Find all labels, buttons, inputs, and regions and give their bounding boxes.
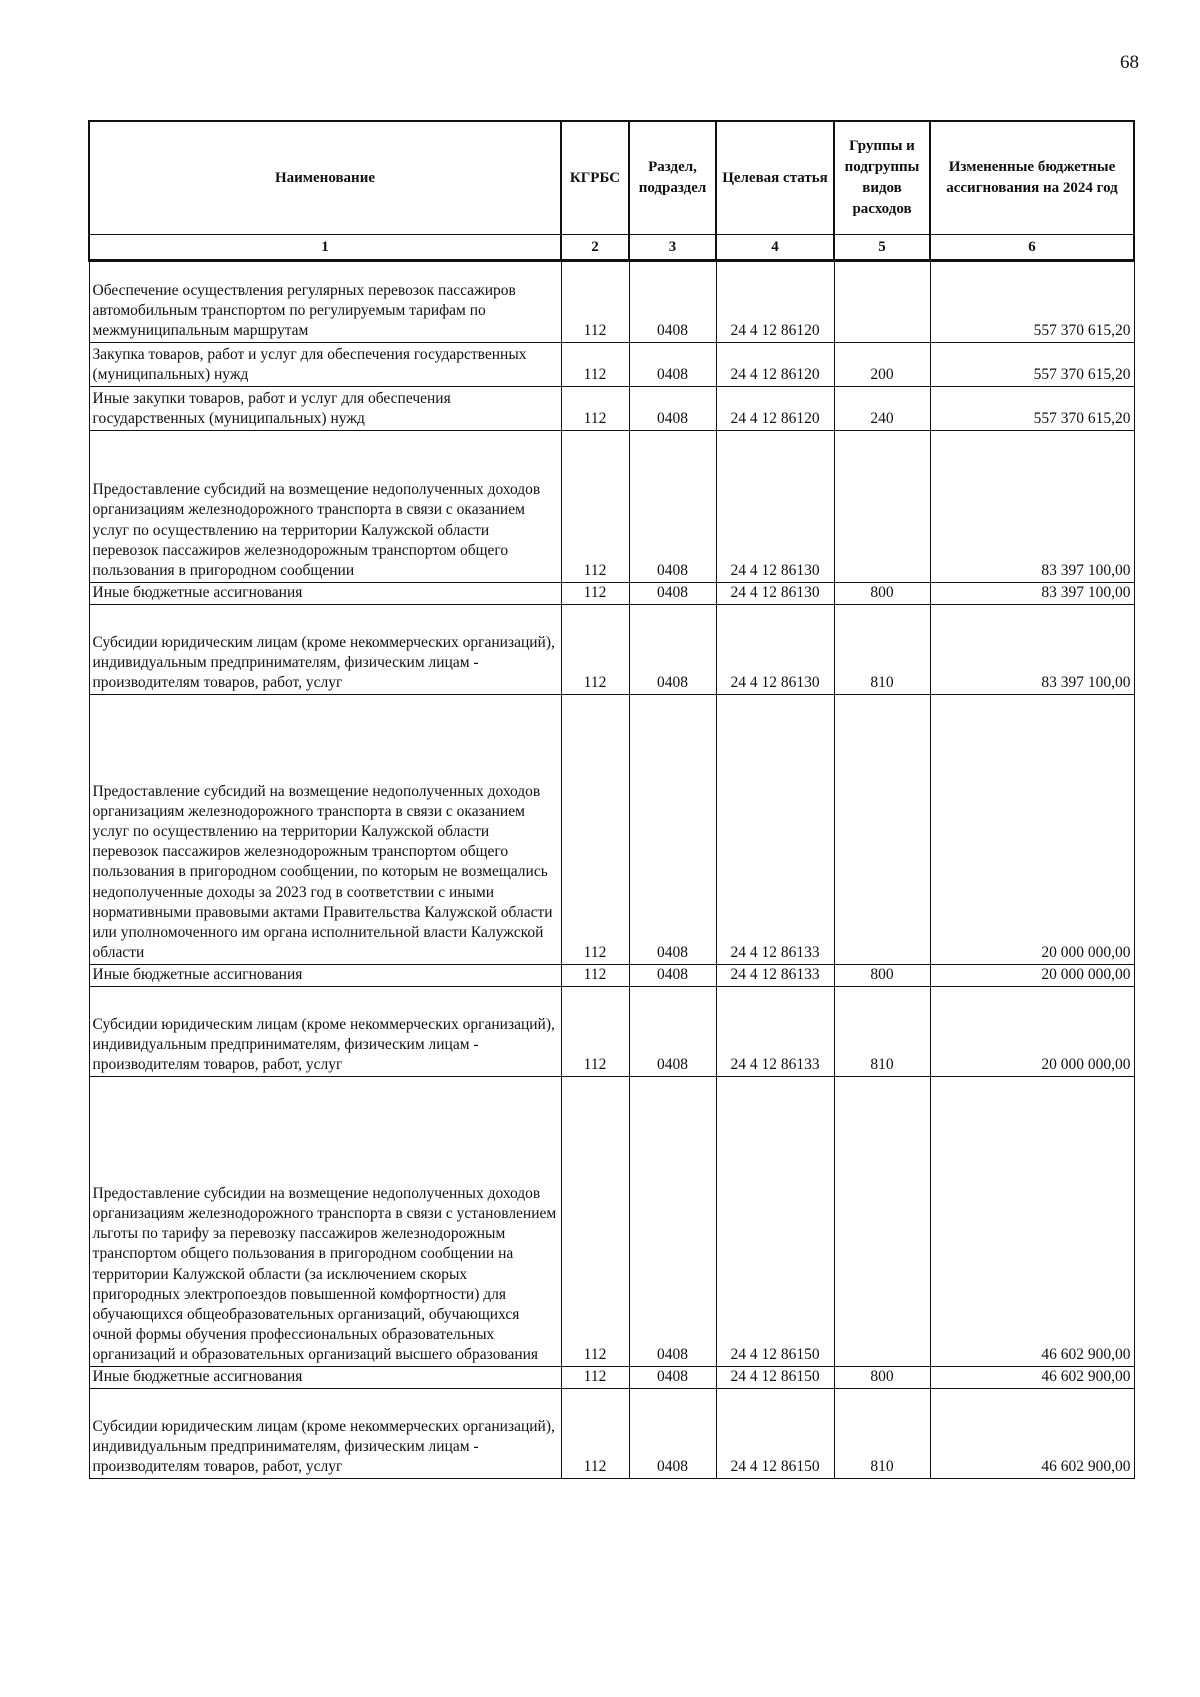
header-razdel: Раздел, подраздел — [629, 121, 716, 235]
table-row — [89, 431, 1134, 583]
cell-vid: 200 — [834, 343, 930, 387]
cell-razdel: 0408 — [629, 387, 716, 431]
cell-sum: 557 370 615,20 — [930, 387, 1134, 431]
cell-celevaya: 24 4 12 86150 — [716, 1367, 834, 1389]
cell-kgrbs: 112 — [561, 695, 629, 965]
header-kgrbs: КГРБС — [561, 121, 629, 235]
table-row — [89, 583, 1134, 605]
cell-kgrbs: 112 — [561, 965, 629, 987]
cell-razdel: 0408 — [629, 695, 716, 965]
cell-celevaya: 24 4 12 86130 — [716, 583, 834, 605]
cell-sum: 557 370 615,20 — [930, 261, 1134, 343]
cell-name: Субсидии юридическим лицам (кроме некоммерческих организаций), индивидуальным предпринимателям, физическим лицам - производителям товаров, работ, услуг — [89, 605, 561, 695]
table-row — [89, 695, 1134, 965]
table-row — [89, 261, 1134, 343]
cell-razdel: 0408 — [629, 1077, 716, 1367]
cell-sum: 46 602 900,00 — [930, 1389, 1134, 1479]
cell-kgrbs: 112 — [561, 387, 629, 431]
cell-vid: 800 — [834, 1367, 930, 1389]
cell-kgrbs: 112 — [561, 1367, 629, 1389]
cell-name: Иные бюджетные ассигнования — [89, 1367, 561, 1389]
cell-name: Обеспечение осуществления регулярных перевозок пассажиров автомобильным транспортом по регулируемым тарифам по межмуниципальным маршрутам — [89, 261, 561, 343]
cell-vid — [834, 431, 930, 583]
cell-kgrbs: 112 — [561, 261, 629, 343]
cell-name: Субсидии юридическим лицам (кроме некоммерческих организаций), индивидуальным предпринимателям, физическим лицам - производителям товаров, работ, услуг — [89, 1389, 561, 1479]
cell-sum: 46 602 900,00 — [930, 1077, 1134, 1367]
cell-vid: 800 — [834, 965, 930, 987]
cell-sum: 83 397 100,00 — [930, 583, 1134, 605]
page-number: 68 — [1120, 52, 1139, 73]
budget-table — [88, 120, 1135, 1479]
cell-kgrbs: 112 — [561, 1077, 629, 1367]
cell-vid: 800 — [834, 583, 930, 605]
table-row — [89, 343, 1134, 387]
cell-sum: 83 397 100,00 — [930, 431, 1134, 583]
cell-celevaya: 24 4 12 86133 — [716, 987, 834, 1077]
cell-name: Закупка товаров, работ и услуг для обеспечения государственных (муниципальных) нужд — [89, 343, 561, 387]
cell-sum: 46 602 900,00 — [930, 1367, 1134, 1389]
table-row — [89, 987, 1134, 1077]
cell-name: Иные бюджетные ассигнования — [89, 965, 561, 987]
cell-kgrbs: 112 — [561, 605, 629, 695]
table-row — [89, 1389, 1134, 1479]
cell-sum: 83 397 100,00 — [930, 605, 1134, 695]
cell-razdel: 0408 — [629, 987, 716, 1077]
cell-celevaya: 24 4 12 86120 — [716, 343, 834, 387]
cell-razdel: 0408 — [629, 605, 716, 695]
cell-celevaya: 24 4 12 86120 — [716, 387, 834, 431]
cell-celevaya: 24 4 12 86133 — [716, 695, 834, 965]
cell-vid: 240 — [834, 387, 930, 431]
cell-name: Предоставление субсидии на возмещение недополученных доходов организациям железнодорожного транспорта в связи с установлением льготы по тарифу за перевозку пассажиров железнодорожным транспортом общего пользования в пригородном сообщении на территории Калужской области (за исключением скорых пригородных электропоездов повышенной комфортности) для обучающихся общеобразовательных организаций, обучающихся очной формы обучения профессиональных образовательных организаций и образовательных организаций высшего образования — [89, 1077, 561, 1367]
cell-name: Иные закупки товаров, работ и услуг для обеспечения государственных (муниципальных) нужд — [89, 387, 561, 431]
cell-kgrbs: 112 — [561, 1389, 629, 1479]
table-row — [89, 605, 1134, 695]
table-row — [89, 1367, 1134, 1389]
cell-vid: 810 — [834, 605, 930, 695]
cell-kgrbs: 112 — [561, 987, 629, 1077]
cell-razdel: 0408 — [629, 965, 716, 987]
header-sum: Измененные бюджетные ассигнования на 2024 год — [930, 121, 1134, 235]
cell-sum: 20 000 000,00 — [930, 695, 1134, 965]
header-vid: Группы и подгруппы видов расходов — [834, 121, 930, 235]
header-name: Наименование — [89, 121, 561, 235]
cell-name: Иные бюджетные ассигнования — [89, 583, 561, 605]
cell-vid: 810 — [834, 987, 930, 1077]
table-row — [89, 965, 1134, 987]
cell-kgrbs: 112 — [561, 583, 629, 605]
cell-vid — [834, 695, 930, 965]
column-number: 3 — [629, 235, 716, 261]
cell-razdel: 0408 — [629, 261, 716, 343]
table-row — [89, 1077, 1134, 1367]
cell-name: Предоставление субсидий на возмещение недополученных доходов организациям железнодорожного транспорта в связи с оказанием услуг по осуществлению на территории Калужской области перевозок пассажиров железнодорожным транспортом общего пользования в пригородном сообщении, по которым не возмещались недополученные доходы за 2023 год в соответствии с иными нормативными правовыми актами Правительства Калужской области или уполномоченного им органа исполнительной власти Калужской области — [89, 695, 561, 965]
table-body — [89, 261, 1134, 1479]
column-number: 1 — [89, 235, 561, 261]
cell-name: Предоставление субсидий на возмещение недополученных доходов организациям железнодорожного транспорта в связи с оказанием услуг по осуществлению на территории Калужской области перевозок пассажиров железнодорожным транспортом общего пользования в пригородном сообщении — [89, 431, 561, 583]
cell-vid: 810 — [834, 1389, 930, 1479]
cell-razdel: 0408 — [629, 583, 716, 605]
column-number: 2 — [561, 235, 629, 261]
column-number: 6 — [930, 235, 1134, 261]
cell-sum: 20 000 000,00 — [930, 965, 1134, 987]
cell-sum: 20 000 000,00 — [930, 987, 1134, 1077]
cell-sum: 557 370 615,20 — [930, 343, 1134, 387]
cell-celevaya: 24 4 12 86150 — [716, 1077, 834, 1367]
cell-name: Субсидии юридическим лицам (кроме некоммерческих организаций), индивидуальным предпринимателям, физическим лицам - производителям товаров, работ, услуг — [89, 987, 561, 1077]
cell-vid — [834, 261, 930, 343]
cell-vid — [834, 1077, 930, 1367]
cell-razdel: 0408 — [629, 1389, 716, 1479]
column-number: 5 — [834, 235, 930, 261]
cell-razdel: 0408 — [629, 1367, 716, 1389]
cell-celevaya: 24 4 12 86130 — [716, 431, 834, 583]
column-number: 4 — [716, 235, 834, 261]
cell-celevaya: 24 4 12 86150 — [716, 1389, 834, 1479]
cell-kgrbs: 112 — [561, 431, 629, 583]
cell-celevaya: 24 4 12 86130 — [716, 605, 834, 695]
cell-razdel: 0408 — [629, 431, 716, 583]
table-row — [89, 387, 1134, 431]
cell-razdel: 0408 — [629, 343, 716, 387]
header-celevaya: Целевая статья — [716, 121, 834, 235]
cell-celevaya: 24 4 12 86133 — [716, 965, 834, 987]
cell-celevaya: 24 4 12 86120 — [716, 261, 834, 343]
cell-kgrbs: 112 — [561, 343, 629, 387]
